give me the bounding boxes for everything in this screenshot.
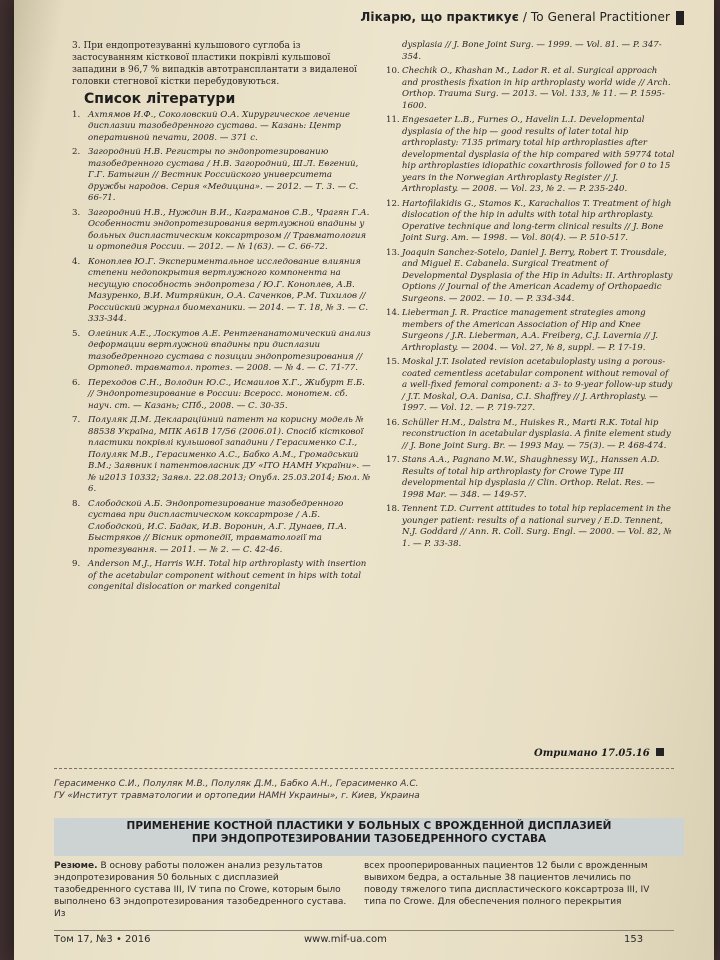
reference-number: 8. [72,498,81,509]
reference-text: Загородний Н.В., Нуждин В.И., Каграманов С.В., Чрагян Г.А. Особенности эндопротезирования вертлужной впадины у больных диспластическим коксартрозом // Травматология и ортопедия России. — 2012. — № 1(63). — С. 66-72. [88,207,370,252]
header-rest: / To General Practitioner [518,10,670,24]
reference-item [386,199,676,245]
reference-text: Коноплев Ю.Г. Экспериментальное исследование влияния степени недопокрытия вертлужного компонента на несущую способность эндопротеза / Ю.Г. Коноплев, А.В. Мазуренко, В.И. Митряйкин, О.А. Саченков, Р.М. Тихилов // Российский журнал биомеханики. — 2014. — Т. 18, № 3. — С. 333-344. [88,256,369,324]
reference-number: 6. [72,377,81,388]
left-column [72,40,372,597]
reference-item [386,455,676,501]
reference-number: 13. [386,247,400,258]
abstract-left [54,860,354,920]
reference-item [72,257,372,326]
reference-text: dysplasia // J. Bone Joint Surg. — 1999. — Vol. 81. — P. 347-354. [402,40,662,62]
reference-number: 1. [72,109,81,120]
conclusion-paragraph: 3. При ендопротезуванні кульшового суглоба із застосуванням кісткової пластики покрівлі кульшової западини в 96,7 % випадків автотрансплантати з видаленої головки стегнової кістки перебудовуються. [72,41,357,87]
reference-item [72,559,372,594]
footer-site[interactable]: www.mif-ua.com [304,934,387,945]
footer-rule [54,930,674,931]
reference-text: Lieberman J. R. Practice management strategies among members of the American Association of Hip and Knee Surgeons / J.R. Lieberman, A.A. Freiberg, C.J. Lavernia // J. Arthroplasty. — 2004. — Vol. 27, № 8, suppl. — P. 17-19. [402,308,659,353]
references-heading: Список літератури [84,91,236,107]
reference-number: 9. [72,559,81,569]
reference-text: Олейник А.Е., Лоскутов А.Е. Рентгенанатомический анализ деформации вертлужной впадины при дисплазии тазобедренного сустава с позиции эндопротезирования // Ортопед. травматол. протез. — 2008. — № 4. — С. 71-77. [88,328,371,373]
reference-number: 5. [72,328,81,339]
reference-number: 18. [386,504,400,514]
reference-number: 17. [386,455,400,465]
reference-text: Engesaeter L.B., Furnes O., Havelin L.I. Developmental dysplasia of the hip — good results of later total hip arthroplasty: 7135 primary total hip arthroplasties after developmental dysplasia of the hip compared with 59774 total hip arthroplasties idiopathic coxarthrosis followed for 0 to 15 years in the Norwegian Arthroplasty Register // J. Arthroplasty. — 2008. — Vol. 23, № 2. — P. 235-240. [402,115,675,194]
reference-text: Schüller H.M., Dalstra M., Huiskes R., Marti R.K. Total hip reconstruction in acetabular dysplasia. A finite element study // J. Bone Joint Surg. Br. — 1993 May. — 75(3). — P. 468-474. [402,417,671,451]
journal-page [14,0,714,960]
reference-text: Chechik O., Khashan M., Lador R. et al. Surgical approach and prosthesis fixation in hip arthroplasty world wide // Arch. Orthop. Trauma Surg. — 2013. — Vol. 133, № 11. — P. 1595-1600. [402,66,671,111]
authors-affiliation: ГУ «Институт травматологии и ортопедии НАМН Украины», г. Киев, Украина [54,791,420,801]
reference-item [386,40,676,63]
reference-text: Hartofilakidis G., Stamos K., Karachalios T. Treatment of high dislocation of the hip in adults with total hip arthroplasty. Operative technique and long-term clinical results // J. Bone Joint Surg. Am. — 1998. — Vol. 80(4). — P. 510-517. [402,198,672,243]
reference-text: Moskal J.T. Isolated revision acetabuloplasty using a porous-coated cementless acetabular component without removal of a well-fixed femoral component: a 3- to 9-year follow-up study / J.T. Moskal, O.A. Danisa, C.I. Shaffrey // J. Arthroplasty. — 1997. — Vol. 12. — P. 719-727. [402,357,673,413]
reference-number: 4. [72,256,81,267]
reference-text: Tennent T.D. Current attitudes to total hip replacement in the younger patient: results of a national survey / E.D. Tennent, N.J. Goddard // Ann. R. Coll. Surg. Engl. — 2000. — Vol. 82, № 1. — P. 33-38. [402,504,672,549]
running-header [360,10,684,25]
left-reference-list [72,110,372,594]
reference-text: Полуляк Д.М. Деклараційний патент на корисну модель № 88538 Україна, МПК А61В 17/56 (2006.01). Спосіб кісткової пластики покрівлі кульшової западини / Герасименко С.І., Полуляк М.В., Герасименко А.С., Бабко А.М., Громадський В.М.; Заявник і патентовласник ДУ «ІТО НАМН України». — № u2013 10332; Заявл. 22.08.2013; Опубл. 25.03.2014; Бюл. № 6. [88,415,371,494]
reference-item [386,357,676,415]
reference-item [386,504,676,550]
reference-item [386,66,676,112]
authors-names: Герасименко С.И., Полуляк М.В., Полуляк Д.М., Бабко А.Н., Герасименко А.С. [54,779,419,789]
header-bold: Лікарю, що практикує [360,10,519,24]
right-column [386,40,676,553]
reference-item [72,329,372,375]
reference-item [72,378,372,413]
reference-number: 10. [386,66,400,76]
reference-number: 15. [386,357,400,367]
abstract-left-text: В основу работы положен анализ результатов эндопротезирования 50 больных с дисплазией тазобедренного сустава III, IV типа по Crowe, которым было выполнено 63 эндопротезирования тазобедренного сустава. Из [54,861,347,919]
reference-text: Stans A.A., Pagnano M.W., Shaughnessy W.J., Hanssen A.D. Results of total hip arthroplasty for Crowe Type III developmental hip dysplasia // Clin. Orthop. Relat. Res. — 1998 Mar. — 348. — 149-57. [402,455,660,500]
reference-text: Переходов С.Н., Володин Ю.С., Исмаилов Х.Г., Жибурт Е.Б. // Эндопротезирование в России: Всеросс. монотем. сб. науч. ст. — Казань; СПб., 2008. — С. 30-35. [88,377,365,411]
reference-number [386,40,402,63]
reference-number: 2. [72,147,81,157]
reference-number: 11. [386,115,400,125]
reference-item [72,499,372,557]
reference-item [72,208,372,254]
footer-volume: Том 17, №3 • 2016 [54,934,151,945]
title-line-2: ПРИ ЭНДОПРОТЕЗИРОВАНИИ ТАЗОБЕДРЕННОГО СУСТАВА [191,833,547,845]
reference-item [386,308,676,354]
reference-item [386,418,676,453]
reference-text: Joaquin Sanchez-Sotelo, Daniel J. Berry, Robert T. Trousdale, and Miguel E. Cabanela. Surgical Treatment of Developmental Dysplasia of the Hip in Adults: II. Arthroplasty Options // Journal of the American Academy of Orthopaedic Surgeons. — 2002. — 10. — P. 334-344. [402,247,673,304]
reference-item [72,110,372,145]
reference-text: Загородний Н.В. Регистры по эндопротезированию тазобедренного сустава / Н.В. Загородний, Ш.Л. Евгений, Г.Г. Батыгин // Вестник Российского университета дружбы народов. Серия «Медицина». — 2012. — Т. 3. — С. 66-71. [88,147,359,203]
reference-item [386,248,676,306]
reference-text: Слободской А.Б. Эндопротезирование тазобедренного сустава при диспластическом коксартрозе / А.Б. Слободской, И.С. Бадак, И.В. Воронин, А.Г. Дунаев, П.А. Быстряков // Вісник ортопедії, травматології та протезування. — 2011. — № 2. — С. 42-46. [88,498,347,555]
received-date [534,748,664,759]
abstract-title [54,820,684,846]
reference-item [72,147,372,205]
received-text: Отримано 17.05.16 [534,748,650,759]
reference-text: Ахтямов И.Ф., Соколовский О.А. Хирургическое лечение дисплазии тазобедренного сустава. — Казань: Центр оперативной печати, 2008. — 371 с. [88,109,351,143]
reference-number: 16. [386,417,400,428]
reference-item [72,415,372,496]
abstract-authors [54,778,420,802]
reference-number: 12. [386,198,400,209]
end-mark-icon [656,748,664,756]
footer-page-number: 153 [624,934,644,945]
reference-item [386,115,676,196]
reference-number: 3. [72,207,81,218]
abstract-label: Резюме. [54,861,98,871]
reference-number: 7. [72,415,81,425]
header-mark-icon [676,11,684,25]
reference-text: Anderson M.J., Harris W.H. Total hip arthroplasty with insertion of the acetabular component without cement in hips with total congenital dislocation or marked congenital [88,559,367,592]
title-line-1: ПРИМЕНЕНИЕ КОСТНОЙ ПЛАСТИКИ У БОЛЬНЫХ С ВРОЖДЕННОЙ ДИСПЛАЗИЕЙ [126,820,612,832]
reference-number: 14. [386,308,400,318]
right-reference-list [386,40,676,550]
section-divider [54,768,674,769]
abstract-right: всех прооперированных пациентов 12 были с врожденным вывихом бедра, а остальные 38 пациентов лечились по поводу тяжелого типа диспластического коксартроза III, IV типа по Crowe. Для обеспечения полного перекрытия [364,861,650,907]
